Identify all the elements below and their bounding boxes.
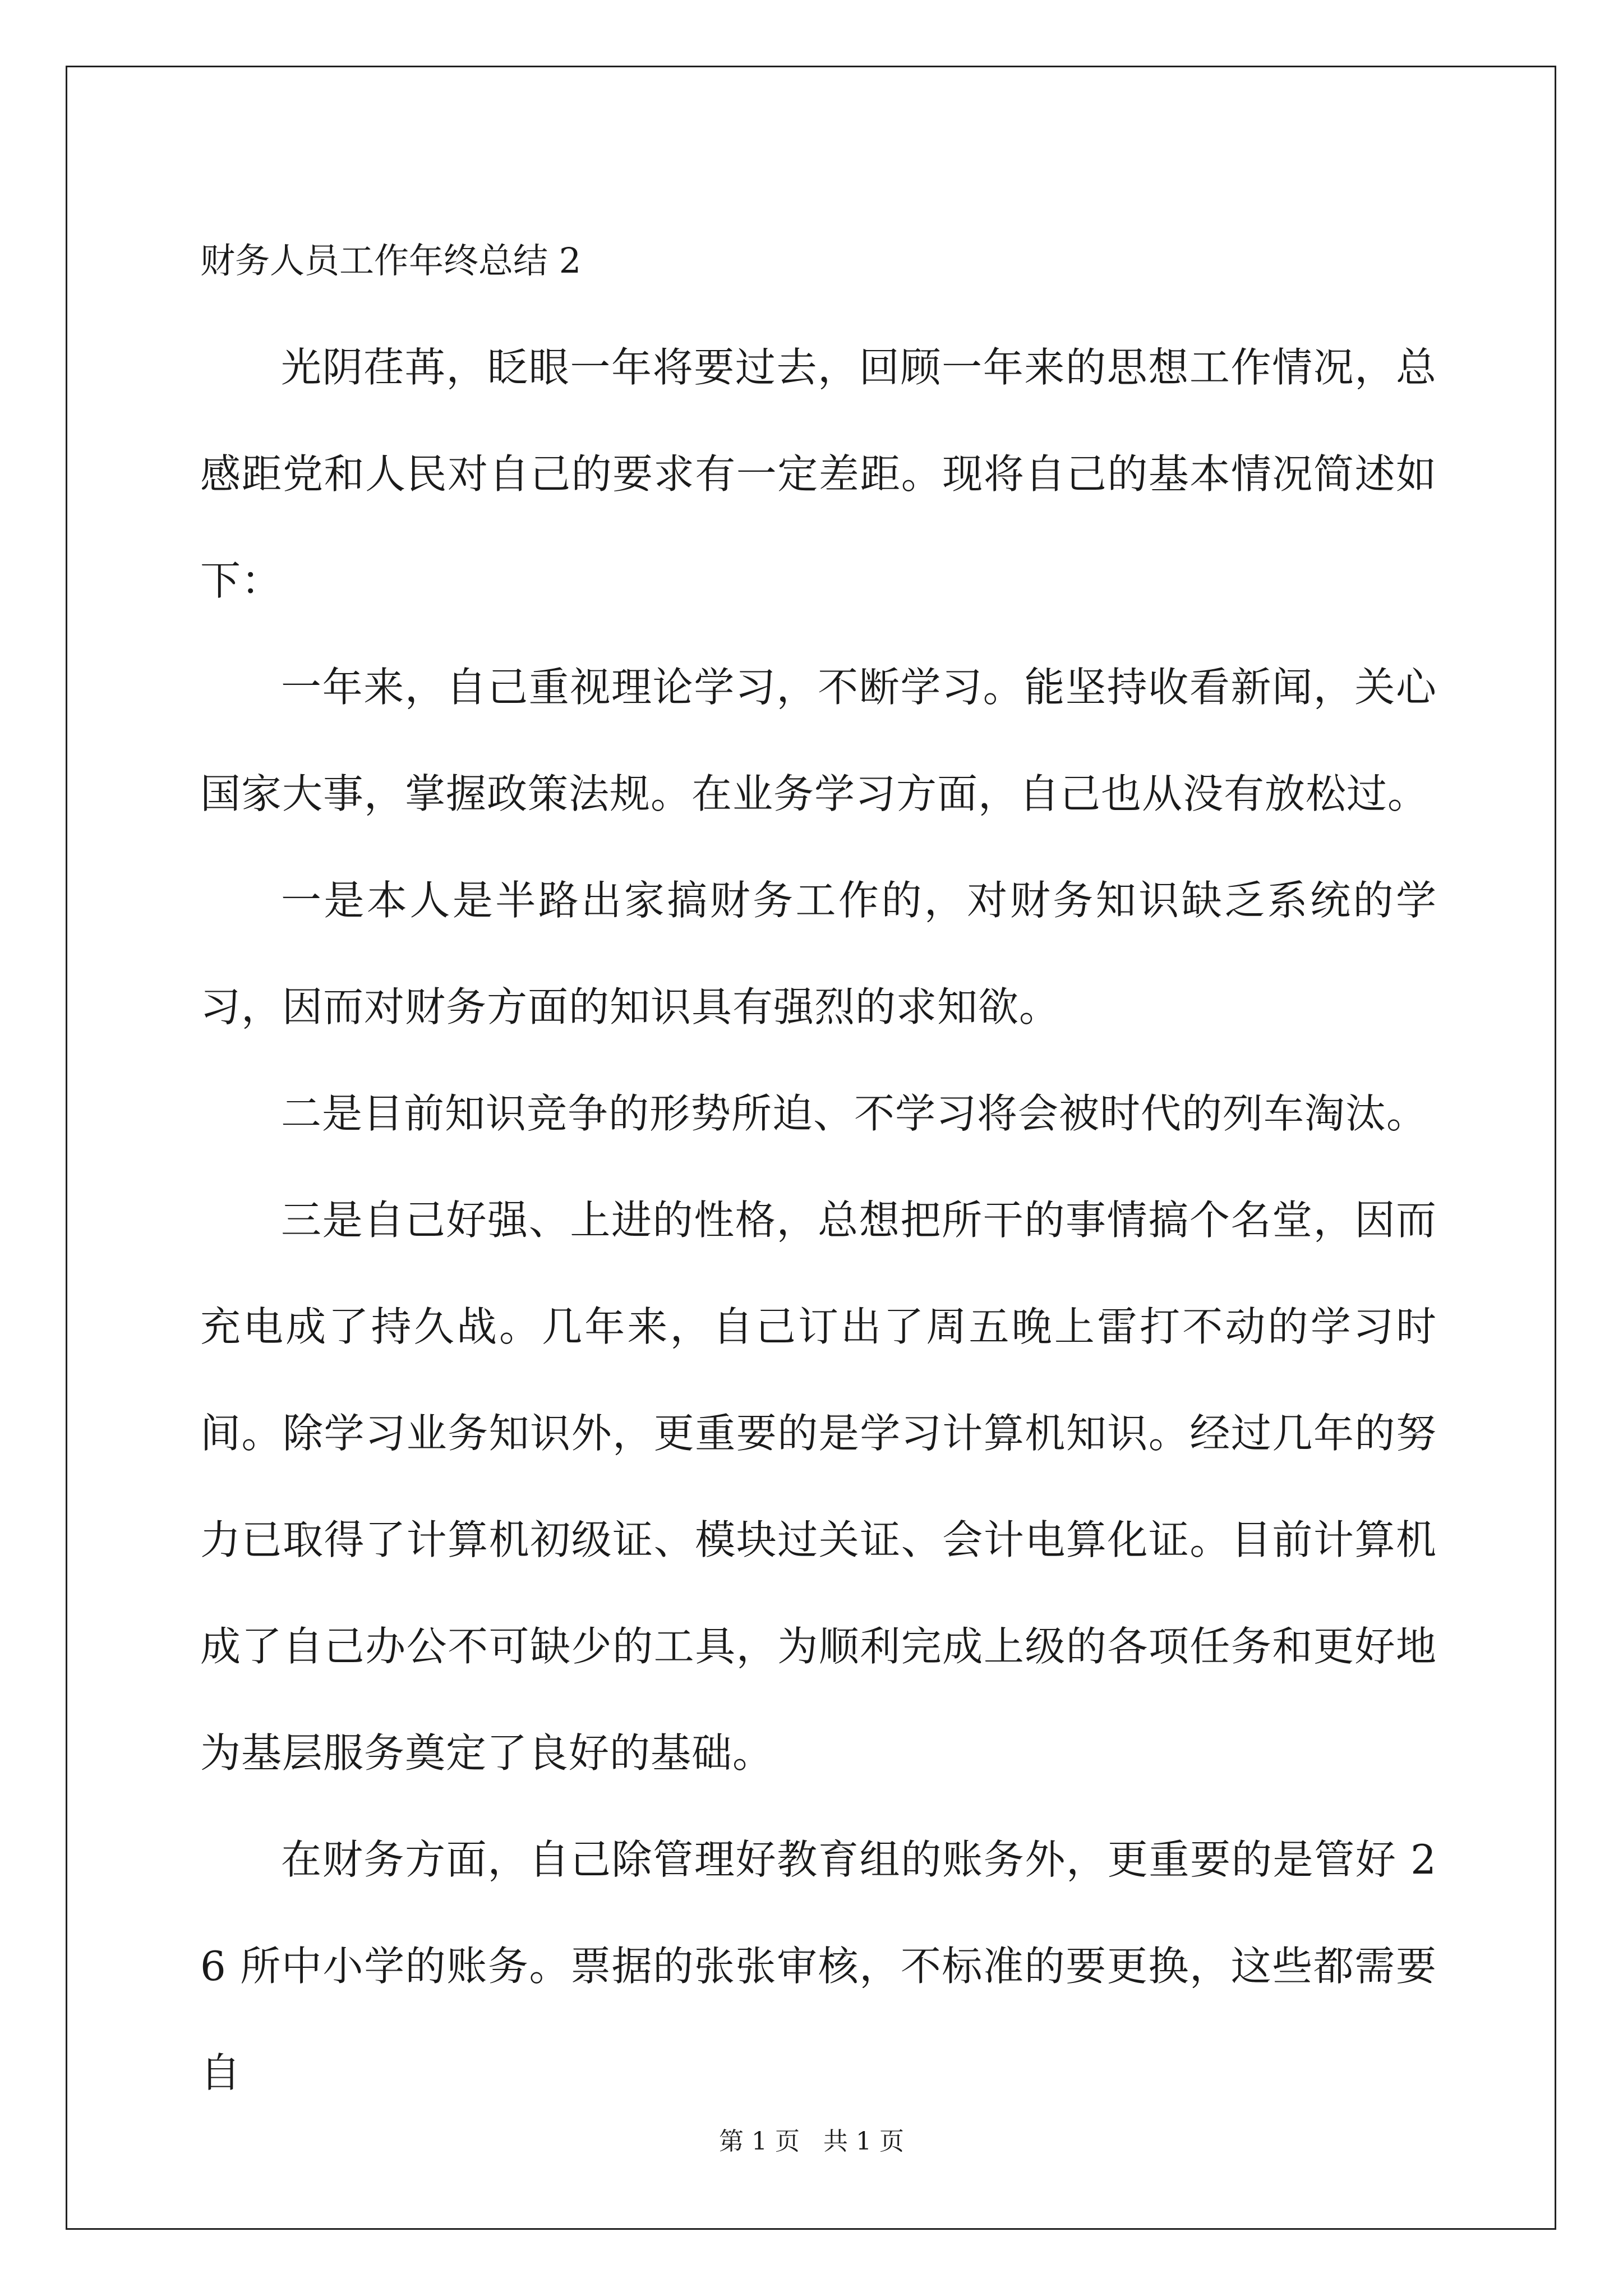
paragraph-intro: 光阴荏苒，眨眼一年将要过去，回顾一年来的思想工作情况，总感距党和人民对自己的要求有一定差距。现将自己的基本情况简述如下：: [200, 344, 1437, 604]
paragraph-point-two: 二是目前知识竞争的形势所迫、不学习将会被时代的列车淘汰。: [281, 1090, 1428, 1137]
paragraph-study: 一年来，自己重视理论学习，不断学习。能坚持收看新闻，关心国家大事，掌握政策法规。在业务学习方面，自己也从没有放松过。: [200, 664, 1437, 817]
paragraph-point-one: 一是本人是半路出家搞财务工作的，对财务知识缺乏系统的学习，因而对财务方面的知识具有强烈的求知欲。: [200, 877, 1437, 1030]
document-body: [200, 208, 1437, 2126]
paragraph-point-three: 三是自己好强、上进的性格，总想把所干的事情搞个名堂，因而充电成了持久战。几年来，自己订出了周五晚上雷打不动的学习时间。除学习业务知识外，更重要的是学习计算机知识。经过几年的努力已取得了计算机初级证、模块过关证、会计电算化证。目前计算机成了自己办公不可缺少的工具，为顺利完成上级的各项任务和更好地为基层服务奠定了良好的基础。: [200, 1197, 1437, 1777]
page-footer: 第 1 页 共 1 页: [719, 2127, 904, 2156]
document-title: 财务人员工作年终总结 2: [200, 240, 582, 281]
paragraph-finance: 在财务方面，自己除管理好教育组的账务外，更重要的是管好 26 所中小学的账务。票据的张张审核，不标准的要更换，这些都需要自: [200, 1836, 1437, 2096]
